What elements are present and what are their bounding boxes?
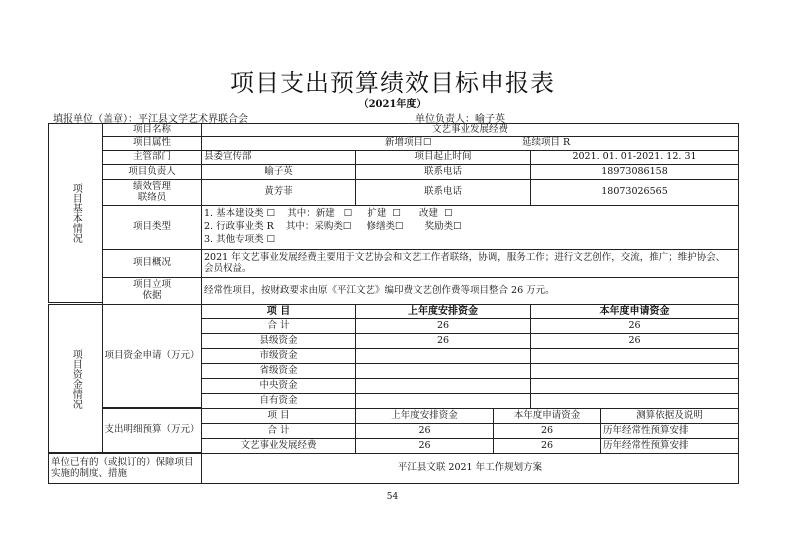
funding-row-last: 26 [355,318,531,334]
funding-row-label: 县级资金 [201,333,356,349]
value-period: 2021. 01. 01-2021. 12. 31 [530,150,739,165]
detail-row-last: 26 [355,423,494,439]
detail-col-this-year: 本年度申请资金 [493,408,601,424]
detail-row-last: 26 [355,438,494,454]
budget-form-table [48,123,739,484]
funding-row-last: 26 [355,333,531,349]
year-subtitle: （2021年度） [358,99,427,110]
funding-row-this [530,348,739,364]
label-basis [102,277,202,305]
detail-row-label: 合 计 [201,423,356,439]
col-head-this-year: 本年度申请资金 [530,304,739,319]
funding-row-label: 自有资金 [201,393,356,409]
funding-row-last [355,393,531,409]
detail-col-item: 项 目 [201,408,356,424]
detail-row-label: 文艺事业发展经费 [201,438,356,454]
label-project-attr: 项目属性 [102,136,202,151]
label-perf-liaison-line2: 联络员 [137,191,167,203]
funding-row-label: 中央资金 [201,378,356,394]
label-funding-request: 项目资金申请（万元） [102,304,202,408]
label-perf-liaison [102,179,202,206]
value-project-name: 文艺事业发展经费 [201,123,739,137]
value-leader: 喻子英 [201,164,356,180]
label-leader: 项目负责人 [102,164,202,180]
col-head-last-year: 上年度安排资金 [355,304,531,319]
label-overview: 项目概况 [102,249,202,278]
section-funding: 项目资金情况 [48,304,103,453]
funding-row-label: 省级资金 [201,363,356,379]
page-title: 项目支出预算绩效目标申报表 [230,69,555,97]
label-liaison-phone: 联系电话 [355,179,531,206]
detail-row-this: 26 [493,438,601,454]
label-dept: 主管部门 [102,150,202,165]
label-project-type: 项目类型 [102,205,202,250]
value-leader-phone: 18973086158 [530,164,739,180]
funding-row-this: 26 [530,333,739,349]
type-option-capital: 1. 基本建设类 ☐ 其中：新建 ☐ 扩建 ☐ 改建 ☐ [204,208,453,220]
funding-row-last [355,348,531,364]
value-basis: 经常性项目，按财政要求由原《平江文艺》编印费文艺创作费等项目整合 26 万元。 [201,277,739,305]
detail-row-note: 历年经常性预算安排 [600,423,739,439]
value-guarantee: 平江县文联 2021 年工作规划方案 [201,453,739,484]
type-option-admin: 2. 行政事业类 R 其中：采购类☐ 修缮类☐ 奖励类☐ [204,221,462,233]
attr-new-checkbox: 新增项目☐ [385,137,432,149]
funding-row-label: 市级资金 [201,348,356,364]
detail-row-this: 26 [493,423,601,439]
unit-leader: 单位负责人：喻子英 [415,114,505,125]
funding-row-this: 26 [530,318,739,334]
label-perf-liaison-line1: 绩效管理 [132,180,171,192]
label-guarantee: 单位已有的（或拟订的）保障项目实施的制度、措施 [48,453,202,484]
value-dept: 县委宣传部 [201,150,356,165]
funding-row-label: 合 计 [201,318,356,334]
page-number: 54 [386,492,399,502]
value-project-type [201,205,739,250]
detail-col-last-year: 上年度安排资金 [355,408,494,424]
value-project-attr [201,136,739,151]
label-period: 项目起止时间 [355,150,531,165]
label-leader-phone: 联系电话 [355,164,531,180]
label-basis-line2: 依据 [142,290,162,301]
section-basic-info: 项目基本情况 [48,123,103,303]
value-perf-liaison: 黄芳菲 [201,179,356,206]
detail-row-note: 历年经常性预算安排 [600,438,739,454]
funding-row-this [530,378,739,394]
label-basis-line1: 项目立项 [132,279,171,291]
label-project-name: 项目名称 [102,123,202,137]
reporting-unit: 填报单位（盖章）：平江县文学艺术界联合会 [53,114,248,125]
funding-row-last [355,363,531,379]
value-liaison-phone: 18073026565 [530,179,739,206]
value-overview: 2021 年文艺事业发展经费主要用于文艺协会和文艺工作者联络，协调，服务工作；进行文艺创作，交流，推广；维护协会、会员权益。 [201,249,739,278]
label-expense-detail: 支出明细预算（万元） [102,408,202,453]
detail-col-note: 测算依据及说明 [600,408,739,424]
funding-row-this [530,363,739,379]
funding-row-this [530,393,739,409]
col-head-item: 项 目 [201,304,356,319]
attr-continuing-checkbox: 延续项目 R [522,137,571,149]
funding-row-last [355,378,531,394]
type-option-other: 3. 其他专项类 ☐ [204,233,276,245]
